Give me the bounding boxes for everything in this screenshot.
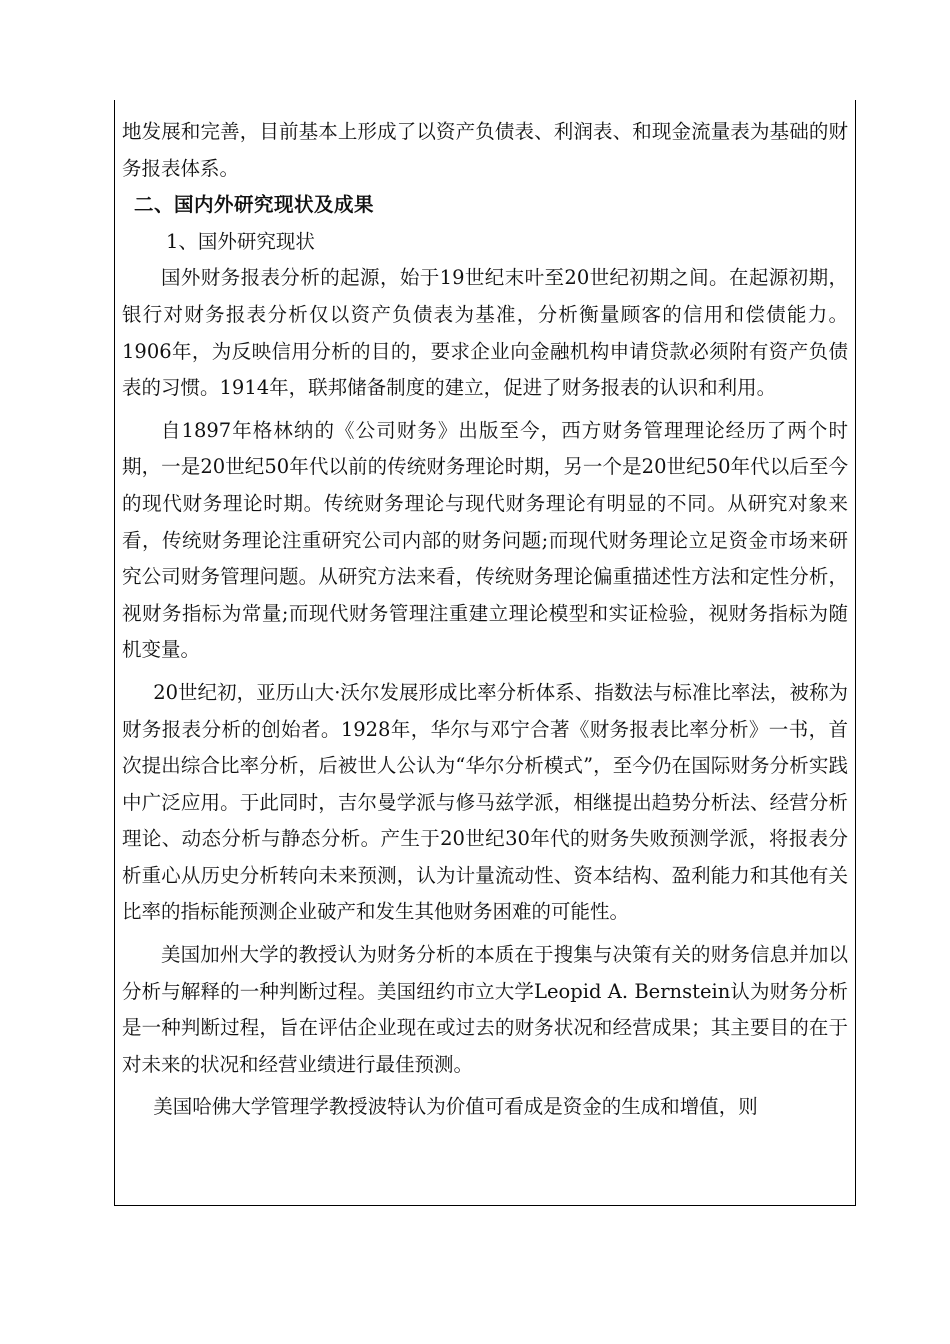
- paragraph-origin: 国外财务报表分析的起源，始于19世纪末叶至20世纪初期之间。在起源初期，银行对财务报表分析仅以资产负债表为基准，分析衡量顾客的信用和偿债能力。1906年，为反映信用分析的目的，要求企业向金融机构申请贷款必须附有资产负债表的习惯。1914年，联邦储备制度的建立，促进了财务报表的认识和利用。: [122, 266, 848, 400]
- subsection-heading: 1、国外研究现状: [166, 229, 315, 253]
- paragraph-ratio-analysis: 20世纪初，亚历山大·沃尔发展形成比率分析体系、指数法与标准比率法，被称为财务报表分析的创始者。1928年，华尔与邓宁合著《财务报表比率分析》一书，首次提出综合比率分析，后被世人公认为“华尔分析模式”，至今仍在国际财务分析实践中广泛应用。于此同时，吉尔曼学派与修马兹学派，相继提出趋势分析法、经营分析理论、动态分析与静态分析。产生于20世纪30年代的财务失败预测学派，将报表分析重心从历史分析转向未来预测，认为计量流动性、资本结构、盈利能力和其他有关比率的指标能预测企业破产和发生其他财务困难的可能性。: [122, 680, 848, 924]
- paragraph-theory-periods: 自1897年格林纳的《公司财务》出版至今，西方财务管理理论经历了两个时期，一是20世纪50年代以前的传统财务理论时期，另一个是20世纪50年代以后至今的现代财务理论时期。传统财务理论与现代财务理论有明显的不同。从研究对象来看，传统财务理论注重研究公司内部的财务问题;而现代财务理论立足资金市场来研究公司财务管理问题。从研究方法来看，传统财务理论偏重描述性方法和定性分析，视财务指标为常量;而现代财务管理注重建立理论模型和实证检验，视财务指标为随机变量。: [122, 418, 848, 662]
- section-heading: 二、国内外研究现状及成果: [134, 193, 375, 217]
- document-body: [122, 114, 848, 1126]
- continuation-paragraph: 地发展和完善，目前基本上形成了以资产负债表、利润表、和现金流量表为基础的财务报表体系。: [122, 120, 848, 180]
- paragraph-porter: 美国哈佛大学管理学教授波特认为价值可看成是资金的生成和增值，则: [153, 1095, 758, 1119]
- paragraph-definition: 美国加州大学的教授认为财务分析的本质在于搜集与决策有关的财务信息并加以分析与解释的一种判断过程。美国纽约市立大学Leopid A. Bernstein认为财务分析是一种判断过程，旨在评估企业现在或过去的财务状况和经营成果；其主要目的在于对未来的状况和经营业绩进行最佳预测。: [122, 943, 848, 1076]
